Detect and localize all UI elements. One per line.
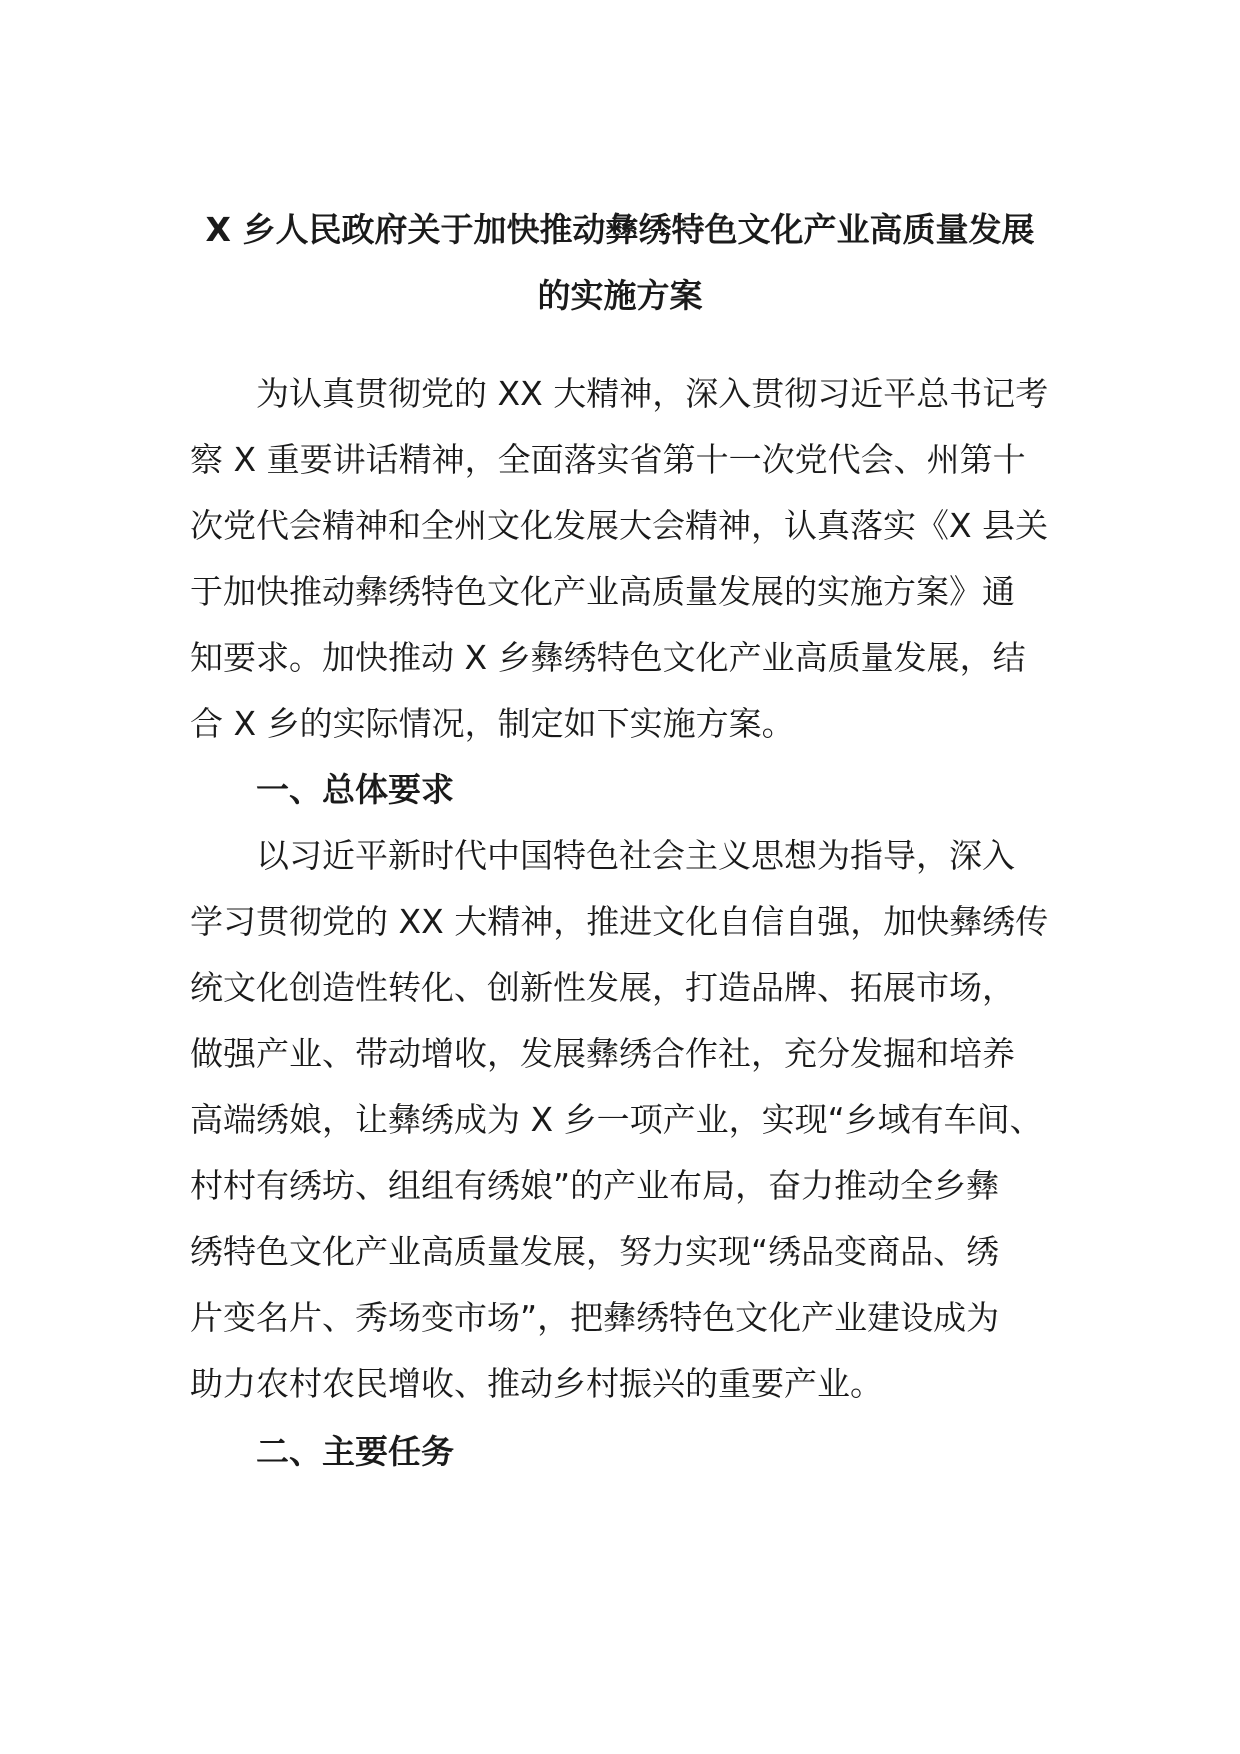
intro-line: 知要求。加快推动 X 乡彝绣特色文化产业高质量发展，结 — [190, 638, 1026, 677]
section1-line: 学习贯彻党的 XX 大精神，推进文化自信自强，加快彝绣传 — [190, 902, 1049, 941]
section1-line: 绣特色文化产业高质量发展，努力实现“绣品变商品、绣 — [190, 1232, 1000, 1271]
intro-line: 察 X 重要讲话精神，全面落实省第十一次党代会、州第十 — [190, 440, 1026, 479]
intro-line: 于加快推动彝绣特色文化产业高质量发展的实施方案》通 — [190, 572, 1015, 611]
intro-line: 合 X 乡的实际情况，制定如下实施方案。 — [190, 704, 795, 743]
section1-line: 助力农村农民增收、推动乡村振兴的重要产业。 — [190, 1364, 883, 1403]
section-heading-main-tasks: 二、主要任务 — [256, 1432, 454, 1471]
intro-line: 次党代会精神和全州文化发展大会精神，认真落实《X 县关 — [190, 506, 1049, 545]
section1-line: 做强产业、带动增收，发展彝绣合作社，充分发掘和培养 — [190, 1034, 1015, 1073]
section1-line: 片变名片、秀场变市场”，把彝绣特色文化产业建设成为 — [190, 1298, 1000, 1337]
section1-line: 以习近平新时代中国特色社会主义思想为指导，深入 — [256, 836, 1015, 875]
section1-line: 统文化创造性转化、创新性发展，打造品牌、拓展市场， — [190, 968, 1015, 1007]
document-title-line-1: X 乡人民政府关于加快推动彝绣特色文化产业高质量发展 — [205, 210, 1035, 249]
intro-line: 为认真贯彻党的 XX 大精神，深入贯彻习近平总书记考 — [256, 374, 1049, 413]
section1-line: 高端绣娘，让彝绣成为 X 乡一项产业，实现“乡域有车间、 — [190, 1100, 1043, 1139]
document-title-line-2: 的实施方案 — [537, 276, 703, 315]
section-heading-overall-requirements: 一、总体要求 — [256, 770, 454, 809]
section1-line: 村村有绣坊、组组有绣娘”的产业布局，奋力推动全乡彝 — [190, 1166, 1000, 1205]
